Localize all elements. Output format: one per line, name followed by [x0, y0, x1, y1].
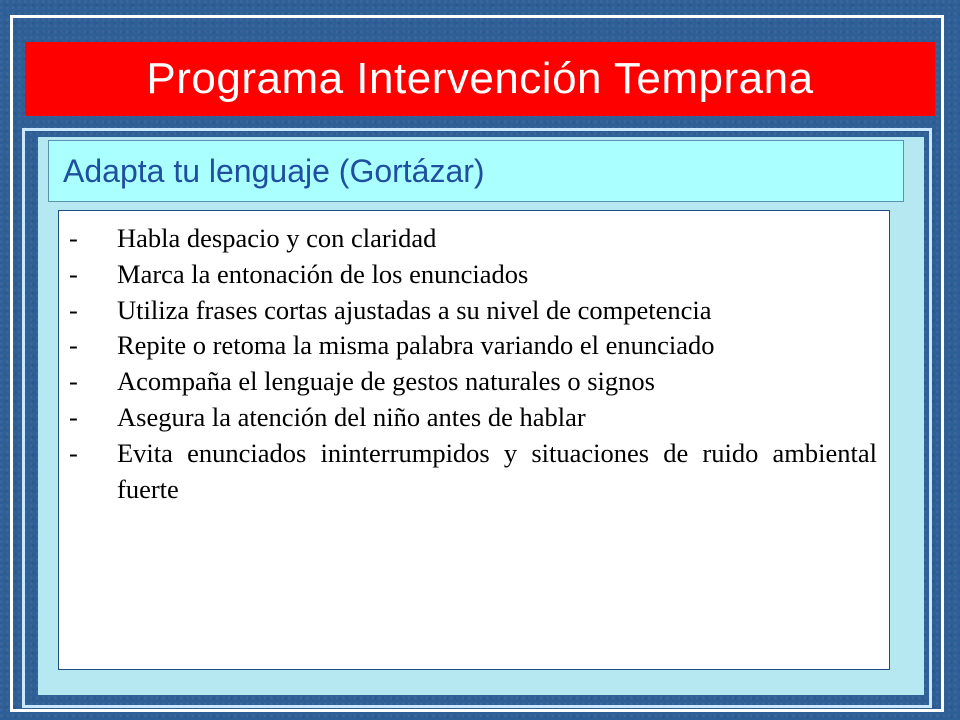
list-item-text: Repite o retoma la misma palabra variando el enunciado: [117, 330, 715, 361]
list-item: [69, 257, 877, 293]
bullet-dash: -: [69, 330, 78, 361]
bullet-dash: -: [69, 258, 78, 289]
title-bar: [25, 42, 935, 116]
list-item-text: Utiliza frases cortas ajustadas a su nivel de competencia: [117, 294, 712, 325]
bullet-dash: -: [69, 223, 78, 253]
list-item-text: Acompaña el lenguaje de gestos naturales o signos: [117, 366, 655, 397]
list-item: [69, 221, 877, 257]
bullet-list: [58, 210, 890, 670]
list-item: [69, 293, 877, 329]
list-item: [69, 364, 877, 400]
bullet-dash: -: [69, 401, 78, 432]
slide-subtitle: Adapta tu lenguaje (Gortázar): [63, 152, 485, 189]
list-item: [69, 400, 877, 436]
list-item-text: Marca la entonación de los enunciados: [117, 258, 529, 289]
list-item-text: Habla despacio y con claridad: [117, 223, 437, 253]
bullet-dash: -: [69, 294, 78, 325]
list-item: [69, 328, 877, 364]
slide-title: Programa Intervención Temprana: [146, 54, 814, 103]
bullet-dash: -: [69, 437, 78, 468]
bullet-dash: -: [69, 366, 78, 397]
list-item-text: Evita enunciados ininterrumpidos y situaciones de ruido ambiental fuerte: [117, 437, 877, 504]
list-item: [69, 436, 877, 508]
list-item-text: Asegura la atención del niño antes de hablar: [117, 401, 586, 432]
subtitle-bar: [48, 140, 904, 202]
